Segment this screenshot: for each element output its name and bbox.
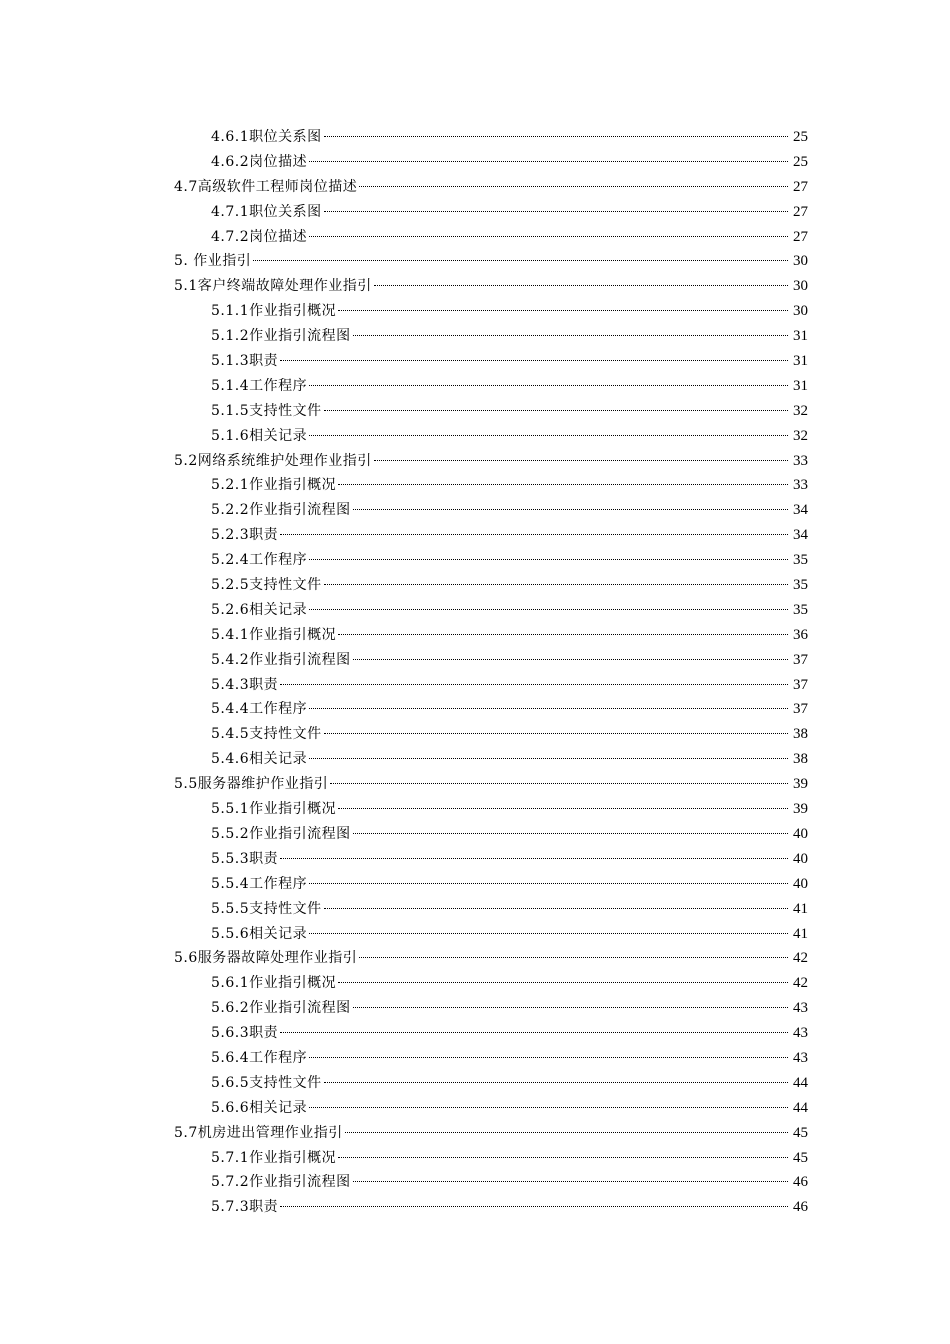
toc-entry-page-number[interactable]: 41 (793, 925, 808, 942)
table-of-contents (174, 125, 808, 1220)
dot-leader (338, 310, 788, 311)
dot-leader (359, 186, 788, 187)
toc-entry-label[interactable]: 5.1.1作业指引概况 (211, 303, 337, 320)
toc-entry-label[interactable]: 5.4.5支持性文件 (211, 726, 322, 743)
toc-entry-label[interactable]: 5.2.6相关记录 (211, 601, 308, 618)
toc-entry-page-number[interactable]: 27 (793, 178, 808, 195)
toc-entry-page-number[interactable]: 40 (793, 850, 808, 867)
toc-entry[interactable] (174, 449, 808, 474)
toc-entry-label[interactable]: 5.2.4工作程序 (211, 552, 308, 569)
toc-entry-page-number[interactable]: 42 (793, 975, 808, 992)
dot-leader (338, 808, 788, 809)
dot-leader (280, 1032, 788, 1033)
dot-leader (309, 883, 788, 884)
toc-entry[interactable] (174, 598, 808, 623)
toc-entry[interactable] (174, 971, 808, 996)
toc-entry-label[interactable]: 5.2.1作业指引概况 (211, 477, 337, 494)
toc-entry[interactable] (174, 822, 808, 847)
toc-entry-page-number[interactable]: 43 (793, 1000, 808, 1017)
dot-leader (353, 335, 788, 336)
dot-leader (309, 1107, 788, 1108)
toc-entry[interactable] (174, 797, 808, 822)
toc-entry-label[interactable]: 5.6.5支持性文件 (211, 1074, 322, 1091)
toc-entry-page-number[interactable]: 43 (793, 1025, 808, 1042)
toc-entry-page-number[interactable]: 38 (793, 751, 808, 768)
toc-entry[interactable] (174, 623, 808, 648)
toc-entry[interactable] (174, 573, 808, 598)
dot-leader (309, 236, 788, 237)
toc-entry[interactable] (174, 1046, 808, 1071)
dot-leader (324, 908, 788, 909)
toc-entry[interactable] (174, 946, 808, 971)
dot-leader (280, 534, 788, 535)
dot-leader (309, 435, 788, 436)
toc-entry-label[interactable]: 5.1.4工作程序 (211, 377, 308, 394)
toc-entry[interactable] (174, 324, 808, 349)
toc-entry[interactable] (174, 747, 808, 772)
toc-entry-page-number[interactable]: 33 (793, 452, 808, 469)
dot-leader (280, 1206, 788, 1207)
toc-entry-page-number[interactable]: 35 (793, 552, 808, 569)
dot-leader (309, 161, 788, 162)
dot-leader (374, 285, 788, 286)
toc-entry-label[interactable]: 5.7.2作业指引流程图 (211, 1174, 351, 1191)
toc-entry[interactable] (174, 299, 808, 324)
toc-entry-page-number[interactable]: 46 (793, 1199, 808, 1216)
dot-leader (280, 360, 788, 361)
toc-entry-page-number[interactable]: 43 (793, 1049, 808, 1066)
toc-entry-page-number[interactable]: 34 (793, 527, 808, 544)
toc-entry-label[interactable]: 5.6.2作业指引流程图 (211, 1000, 351, 1017)
toc-entry-page-number[interactable]: 38 (793, 726, 808, 743)
toc-entry-page-number[interactable]: 32 (793, 402, 808, 419)
toc-entry-page-number[interactable]: 39 (793, 776, 808, 793)
toc-entry[interactable] (174, 150, 808, 175)
toc-entry[interactable] (174, 125, 808, 150)
toc-entry-label[interactable]: 5.1.3职责 (211, 353, 279, 370)
toc-entry[interactable] (174, 697, 808, 722)
toc-entry[interactable] (174, 922, 808, 947)
toc-entry-label[interactable]: 5.7.1作业指引概况 (211, 1149, 337, 1166)
toc-entry[interactable] (174, 1121, 808, 1146)
toc-entry[interactable] (174, 673, 808, 698)
dot-leader (324, 410, 788, 411)
toc-entry-page-number[interactable]: 31 (793, 377, 808, 394)
dot-leader (324, 1082, 788, 1083)
toc-entry-label[interactable]: 5.4.2作业指引流程图 (211, 651, 351, 668)
dot-leader (345, 1132, 788, 1133)
toc-entry-page-number[interactable]: 36 (793, 626, 808, 643)
dot-leader (280, 684, 788, 685)
toc-entry-page-number[interactable]: 37 (793, 701, 808, 718)
toc-entry[interactable] (174, 1096, 808, 1121)
toc-entry-page-number[interactable]: 44 (793, 1099, 808, 1116)
toc-entry-label[interactable]: 4.7高级软件工程师岗位描述 (174, 178, 358, 195)
toc-entry-label[interactable]: 5.6.6相关记录 (211, 1099, 308, 1116)
toc-entry-page-number[interactable]: 30 (793, 303, 808, 320)
toc-entry-label[interactable]: 4.7.2岗位描述 (211, 228, 308, 245)
toc-entry[interactable] (174, 772, 808, 797)
dot-leader (309, 609, 788, 610)
toc-entry-page-number[interactable]: 37 (793, 651, 808, 668)
toc-entry-label[interactable]: 5.2.3职责 (211, 527, 279, 544)
toc-entry-page-number[interactable]: 37 (793, 676, 808, 693)
toc-entry[interactable] (174, 1195, 808, 1220)
dot-leader (253, 260, 788, 261)
toc-entry-page-number[interactable]: 40 (793, 875, 808, 892)
toc-entry-label[interactable]: 5.6.1作业指引概况 (211, 975, 337, 992)
dot-leader (353, 659, 788, 660)
toc-entry[interactable] (174, 349, 808, 374)
toc-entry-label[interactable]: 5.2.2作业指引流程图 (211, 502, 351, 519)
toc-entry[interactable] (174, 897, 808, 922)
dot-leader (309, 933, 788, 934)
toc-entry-page-number[interactable]: 25 (793, 129, 808, 145)
toc-entry-label[interactable]: 5.5.1作业指引概况 (211, 801, 337, 818)
toc-entry[interactable] (174, 847, 808, 872)
toc-entry-page-number[interactable]: 35 (793, 577, 808, 594)
dot-leader (324, 136, 788, 137)
toc-entry-label[interactable]: 4.6.2岗位描述 (211, 153, 308, 170)
dot-leader (309, 758, 788, 759)
toc-entry-label[interactable]: 5. 作业指引 (174, 253, 252, 270)
toc-entry-label[interactable]: 5.4.4工作程序 (211, 701, 308, 718)
toc-entry[interactable] (174, 523, 808, 548)
toc-entry-page-number[interactable]: 44 (793, 1074, 808, 1091)
toc-entry-label[interactable]: 5.5.5支持性文件 (211, 900, 322, 917)
toc-entry-page-number[interactable]: 45 (793, 1124, 808, 1141)
toc-entry-page-number[interactable]: 41 (793, 900, 808, 917)
dot-leader (353, 1007, 788, 1008)
toc-entry-label[interactable]: 5.5.6相关记录 (211, 925, 308, 942)
toc-entry-page-number[interactable]: 31 (793, 353, 808, 370)
toc-entry-label[interactable]: 4.6.1职位关系图 (211, 129, 322, 145)
toc-entry-label[interactable]: 5.5.3职责 (211, 850, 279, 867)
dot-leader (374, 460, 788, 461)
toc-entry[interactable] (174, 872, 808, 897)
toc-entry-page-number[interactable]: 34 (793, 502, 808, 519)
dot-leader (324, 211, 788, 212)
toc-entry-label[interactable]: 5.7.3职责 (211, 1199, 279, 1216)
dot-leader (280, 858, 788, 859)
toc-entry-label[interactable]: 5.6.3职责 (211, 1025, 279, 1042)
dot-leader (338, 1157, 788, 1158)
toc-entry-page-number[interactable]: 45 (793, 1149, 808, 1166)
toc-entry-label[interactable]: 5.5.4工作程序 (211, 875, 308, 892)
dot-leader (338, 982, 788, 983)
toc-entry-page-number[interactable]: 33 (793, 477, 808, 494)
toc-entry-label[interactable]: 5.4.1作业指引概况 (211, 626, 337, 643)
toc-entry-page-number[interactable]: 40 (793, 825, 808, 842)
dot-leader (309, 708, 788, 709)
toc-entry[interactable] (174, 1170, 808, 1195)
toc-entry-label[interactable]: 5.1.5支持性文件 (211, 402, 322, 419)
toc-entry[interactable] (174, 175, 808, 200)
toc-entry[interactable] (174, 1146, 808, 1171)
toc-entry-label[interactable]: 5.6.4工作程序 (211, 1049, 308, 1066)
toc-entry[interactable] (174, 274, 808, 299)
toc-entry[interactable] (174, 374, 808, 399)
toc-entry-label[interactable]: 5.7机房进出管理作业指引 (174, 1124, 343, 1141)
dot-leader (353, 1181, 788, 1182)
dot-leader (324, 584, 788, 585)
dot-leader (359, 957, 788, 958)
toc-entry[interactable] (174, 1021, 808, 1046)
toc-entry[interactable] (174, 424, 808, 449)
toc-entry-page-number[interactable]: 25 (793, 153, 808, 170)
toc-entry-label[interactable]: 5.2.5支持性文件 (211, 577, 322, 594)
toc-entry-label[interactable]: 5.4.3职责 (211, 676, 279, 693)
toc-entry-page-number[interactable]: 27 (793, 203, 808, 220)
dot-leader (309, 559, 788, 560)
toc-entry[interactable] (174, 399, 808, 424)
toc-entry-label[interactable]: 5.1客户终端故障处理作业指引 (174, 278, 372, 295)
toc-entry-page-number[interactable]: 31 (793, 328, 808, 345)
toc-entry[interactable] (174, 473, 808, 498)
toc-entry[interactable] (174, 722, 808, 747)
toc-entry[interactable] (174, 498, 808, 523)
toc-entry-label[interactable]: 5.5服务器维护作业指引 (174, 776, 329, 793)
dot-leader (338, 484, 788, 485)
toc-entry[interactable] (174, 648, 808, 673)
toc-entry-label[interactable]: 4.7.1职位关系图 (211, 203, 322, 220)
toc-entry-label[interactable]: 5.6服务器故障处理作业指引 (174, 950, 358, 967)
toc-entry-label[interactable]: 5.1.6相关记录 (211, 427, 308, 444)
toc-entry-page-number[interactable]: 32 (793, 427, 808, 444)
toc-entry-label[interactable]: 5.5.2作业指引流程图 (211, 825, 351, 842)
toc-entry-label[interactable]: 5.2网络系统维护处理作业指引 (174, 452, 372, 469)
toc-entry-page-number[interactable]: 42 (793, 950, 808, 967)
toc-entry-label[interactable]: 5.1.2作业指引流程图 (211, 328, 351, 345)
toc-entry-page-number[interactable]: 39 (793, 801, 808, 818)
toc-entry[interactable] (174, 225, 808, 250)
toc-entry-page-number[interactable]: 46 (793, 1174, 808, 1191)
dot-leader (324, 733, 788, 734)
dot-leader (309, 385, 788, 386)
dot-leader (353, 509, 788, 510)
toc-entry[interactable] (174, 200, 808, 225)
dot-leader (309, 1057, 788, 1058)
toc-entry-page-number[interactable]: 30 (793, 253, 808, 270)
toc-entry-page-number[interactable]: 27 (793, 228, 808, 245)
toc-entry[interactable] (174, 996, 808, 1021)
toc-entry[interactable] (174, 1071, 808, 1096)
dot-leader (353, 833, 788, 834)
toc-entry-page-number[interactable]: 35 (793, 601, 808, 618)
toc-entry-label[interactable]: 5.4.6相关记录 (211, 751, 308, 768)
dot-leader (338, 634, 788, 635)
toc-entry[interactable] (174, 249, 808, 274)
toc-entry[interactable] (174, 548, 808, 573)
dot-leader (330, 783, 788, 784)
toc-entry-page-number[interactable]: 30 (793, 278, 808, 295)
